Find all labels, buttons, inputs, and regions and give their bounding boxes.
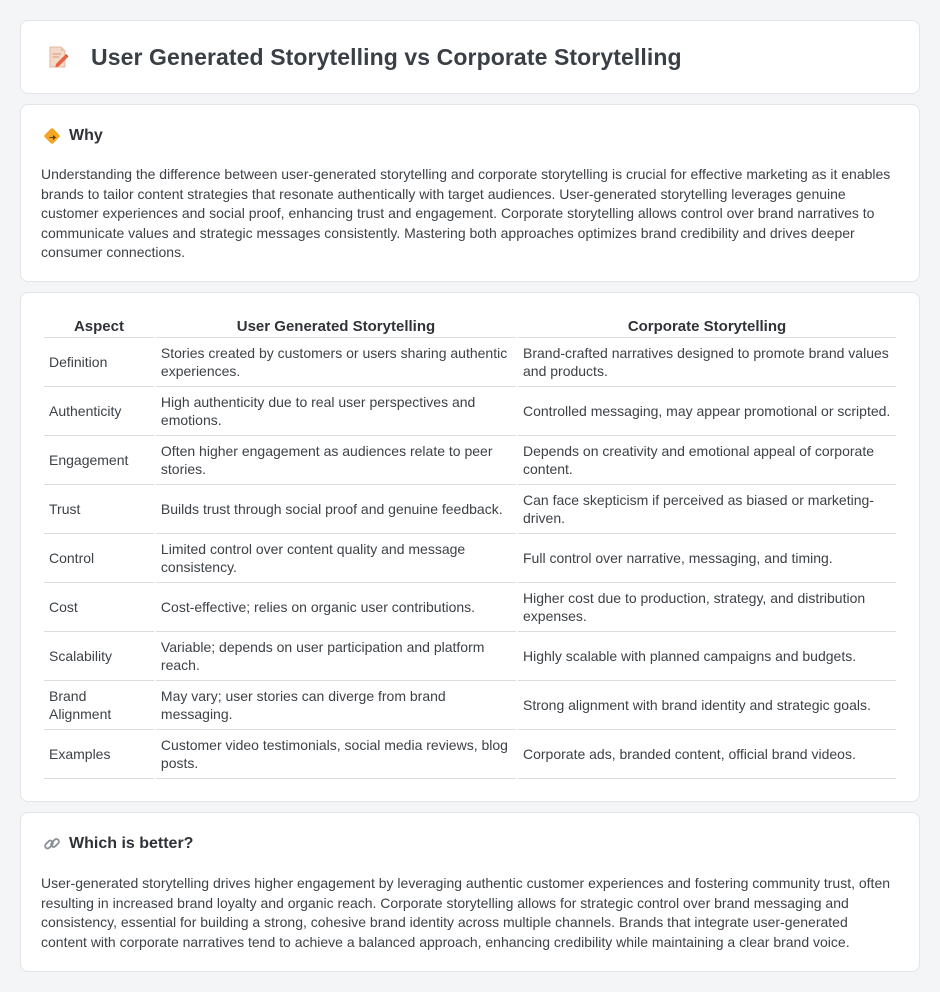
table-row (44, 681, 896, 730)
aspect-cell: Trust (44, 485, 154, 534)
ugc-cell: High authenticity due to real user perspectives and emotions. (156, 387, 516, 436)
link-icon (43, 835, 61, 853)
ugc-cell: Stories created by customers or users sharing authentic experiences. (156, 338, 516, 387)
page-title: User Generated Storytelling vs Corporate Storytelling (91, 43, 682, 70)
header-corporate: Corporate Storytelling (518, 311, 896, 338)
table-row (44, 387, 896, 436)
corp-cell: Corporate ads, branded content, official brand videos. (518, 730, 896, 779)
table-row (44, 485, 896, 534)
ugc-cell: Customer video testimonials, social media reviews, blog posts. (156, 730, 516, 779)
why-heading (43, 127, 103, 145)
comparison-table (42, 311, 898, 779)
ugc-cell: Limited control over content quality and message consistency. (156, 534, 516, 583)
aspect-cell: Brand Alignment (44, 681, 154, 730)
corp-cell: Strong alignment with brand identity and strategic goals. (518, 681, 896, 730)
diamond-sign-icon (43, 127, 61, 145)
table-row (44, 632, 896, 681)
table-row (44, 730, 896, 779)
corp-cell: Highly scalable with planned campaigns and budgets. (518, 632, 896, 681)
ugc-cell: Builds trust through social proof and genuine feedback. (156, 485, 516, 534)
header-user-generated: User Generated Storytelling (156, 311, 516, 338)
why-title: Why (69, 127, 103, 144)
corp-cell: Brand-crafted narratives designed to promote brand values and products. (518, 338, 896, 387)
why-text: Understanding the difference between user-generated storytelling and corporate storytelling is crucial for effective marketing as it enables brands to tailor content strategies that resonate authentically with target audiences. User-generated storytelling leverages genuine customer experiences and social proof, enhancing trust and engagement. Corporate storytelling allows control over brand narratives to communicate values and strategic messages consistently. Mastering both approaches optimizes brand credibility and drives deeper consumer connections. (41, 166, 891, 260)
aspect-cell: Scalability (44, 632, 154, 681)
table-row (44, 534, 896, 583)
table-header-row (44, 311, 896, 338)
ugc-cell: May vary; user stories can diverge from brand messaging. (156, 681, 516, 730)
table-row (44, 338, 896, 387)
aspect-cell: Engagement (44, 436, 154, 485)
corp-cell: Can face skepticism if perceived as biased or marketing-driven. (518, 485, 896, 534)
ugc-cell: Cost-effective; relies on organic user contributions. (156, 583, 516, 632)
why-section (20, 104, 920, 282)
ugc-cell: Often higher engagement as audiences relate to peer stories. (156, 436, 516, 485)
corp-cell: Higher cost due to production, strategy, and distribution expenses. (518, 583, 896, 632)
better-text: User-generated storytelling drives higher engagement by leveraging authentic customer experiences and fostering community trust, often resulting in increased brand loyalty and organic reach. Corporate storytelling allows for strategic control over brand messaging and consistency, essential for building a strong, cohesive brand identity across multiple channels. Brands that integrate user-generated content with corporate narratives tend to achieve a balanced approach, enhancing credibility while maintaining a clear brand voice. (41, 875, 891, 950)
aspect-cell: Control (44, 534, 154, 583)
comparison-section (20, 292, 920, 802)
aspect-cell: Examples (44, 730, 154, 779)
corp-cell: Depends on creativity and emotional appeal of corporate content. (518, 436, 896, 485)
table-row (44, 436, 896, 485)
better-title: Which is better? (69, 835, 194, 852)
table-row (44, 583, 896, 632)
ugc-cell: Variable; depends on user participation and platform reach. (156, 632, 516, 681)
better-heading (43, 835, 193, 853)
document-pencil-icon (47, 45, 69, 69)
aspect-cell: Authenticity (44, 387, 154, 436)
aspect-cell: Definition (44, 338, 154, 387)
corp-cell: Full control over narrative, messaging, and timing. (518, 534, 896, 583)
corp-cell: Controlled messaging, may appear promotional or scripted. (518, 387, 896, 436)
header-aspect: Aspect (44, 311, 154, 338)
aspect-cell: Cost (44, 583, 154, 632)
which-is-better-section (20, 812, 920, 972)
header-card (20, 20, 920, 94)
